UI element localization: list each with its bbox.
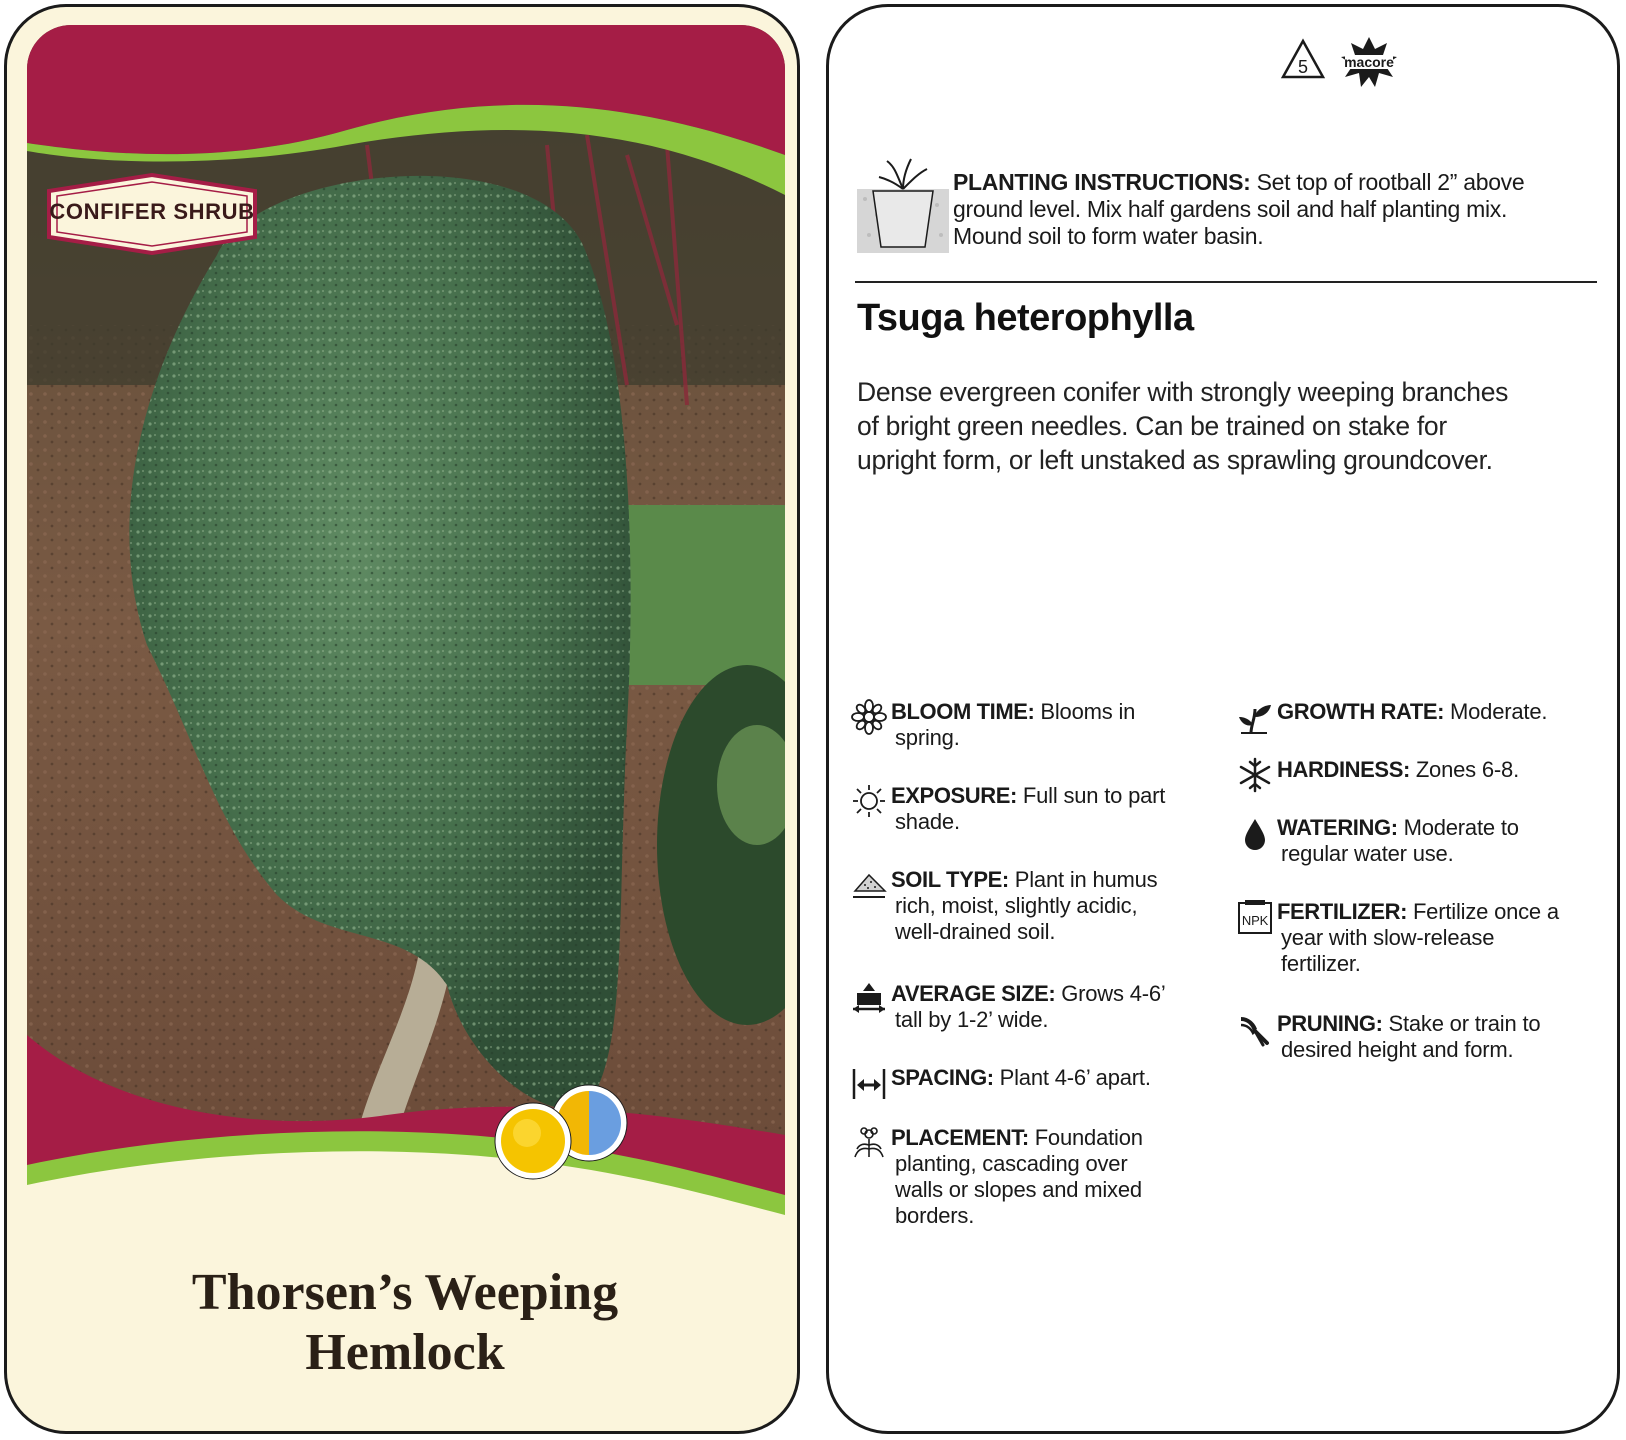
flower-icon — [851, 699, 887, 735]
attr-growth-rate: GROWTH RATE: Moderate. — [1237, 699, 1607, 739]
planting-pot-icon — [857, 155, 949, 253]
pruners-icon — [1237, 1011, 1273, 1047]
planting-instructions — [953, 169, 1593, 250]
common-name — [47, 1263, 763, 1383]
soil-icon — [851, 867, 887, 903]
planting-line-1: Set top of rootball 2” above — [1256, 169, 1525, 195]
exposure-icons — [493, 1083, 639, 1183]
planting-line-2: ground level. Mix half gardens soil and half planting mix. — [953, 196, 1508, 222]
planting-label: PLANTING INSTRUCTIONS: — [953, 169, 1251, 195]
category-badge — [39, 171, 265, 257]
svg-text:NPK: NPK — [1241, 913, 1269, 928]
description-line-2: of bright green needles. Can be trained on stake for — [857, 411, 1447, 441]
svg-text:5: 5 — [1297, 57, 1309, 77]
common-name-line-1: Thorsen’s Weeping — [191, 1264, 619, 1321]
snowflake-icon — [1237, 757, 1273, 793]
size-icon — [851, 981, 887, 1017]
water-drop-icon — [1237, 815, 1273, 851]
svg-text:macore: macore — [1344, 54, 1394, 70]
placement-icon — [851, 1125, 887, 1161]
latin-name: Tsuga heterophylla — [857, 297, 1194, 339]
description-line-3: upright form, or left unstaked as sprawling groundcover. — [857, 445, 1493, 475]
attr-placement: PLACEMENT: Foundation planting, cascading over walls or slopes and mixed borders. — [851, 1125, 1201, 1237]
attr-fertilizer: NPK FERTILIZER: Fertilize once a year with slow-release fertilizer. — [1237, 899, 1607, 985]
attr-watering: WATERING: Moderate to regular water use. — [1237, 815, 1607, 875]
common-name-line-2: Hemlock — [305, 1324, 505, 1381]
attr-pruning: PRUNING: Stake or train to desired height and form. — [1237, 1011, 1607, 1071]
plant-tag-front — [4, 4, 800, 1434]
macore-logo-icon — [1341, 37, 1397, 87]
attr-bloom-time: BLOOM TIME: Blooms in spring. — [851, 699, 1201, 759]
attr-soil-type: SOIL TYPE: Plant in humus rich, moist, slightly acidic, well-drained soil. — [851, 867, 1201, 953]
category-badge-label: CONFIFER SHRUB — [49, 199, 255, 224]
growth-icon — [1237, 699, 1273, 735]
npk-icon — [1237, 899, 1273, 935]
spacing-icon — [851, 1065, 887, 1101]
attr-spacing: SPACING: Plant 4-6’ apart. — [851, 1065, 1201, 1105]
planting-line-3: Mound soil to form water basin. — [953, 223, 1264, 249]
attr-exposure: EXPOSURE: Full sun to part shade. — [851, 783, 1201, 843]
plant-description — [857, 375, 1597, 477]
attr-average-size: AVERAGE SIZE: Grows 4-6’ tall by 1-2’ wide. — [851, 981, 1201, 1041]
attr-hardiness: HARDINESS: Zones 6-8. — [1237, 757, 1607, 797]
plant-tag-back — [826, 4, 1620, 1434]
description-line-1: Dense evergreen conifer with strongly weeping branches — [857, 377, 1509, 407]
sun-outline-icon — [851, 783, 887, 819]
recycling-badges — [1279, 33, 1409, 93]
section-divider — [855, 281, 1597, 283]
